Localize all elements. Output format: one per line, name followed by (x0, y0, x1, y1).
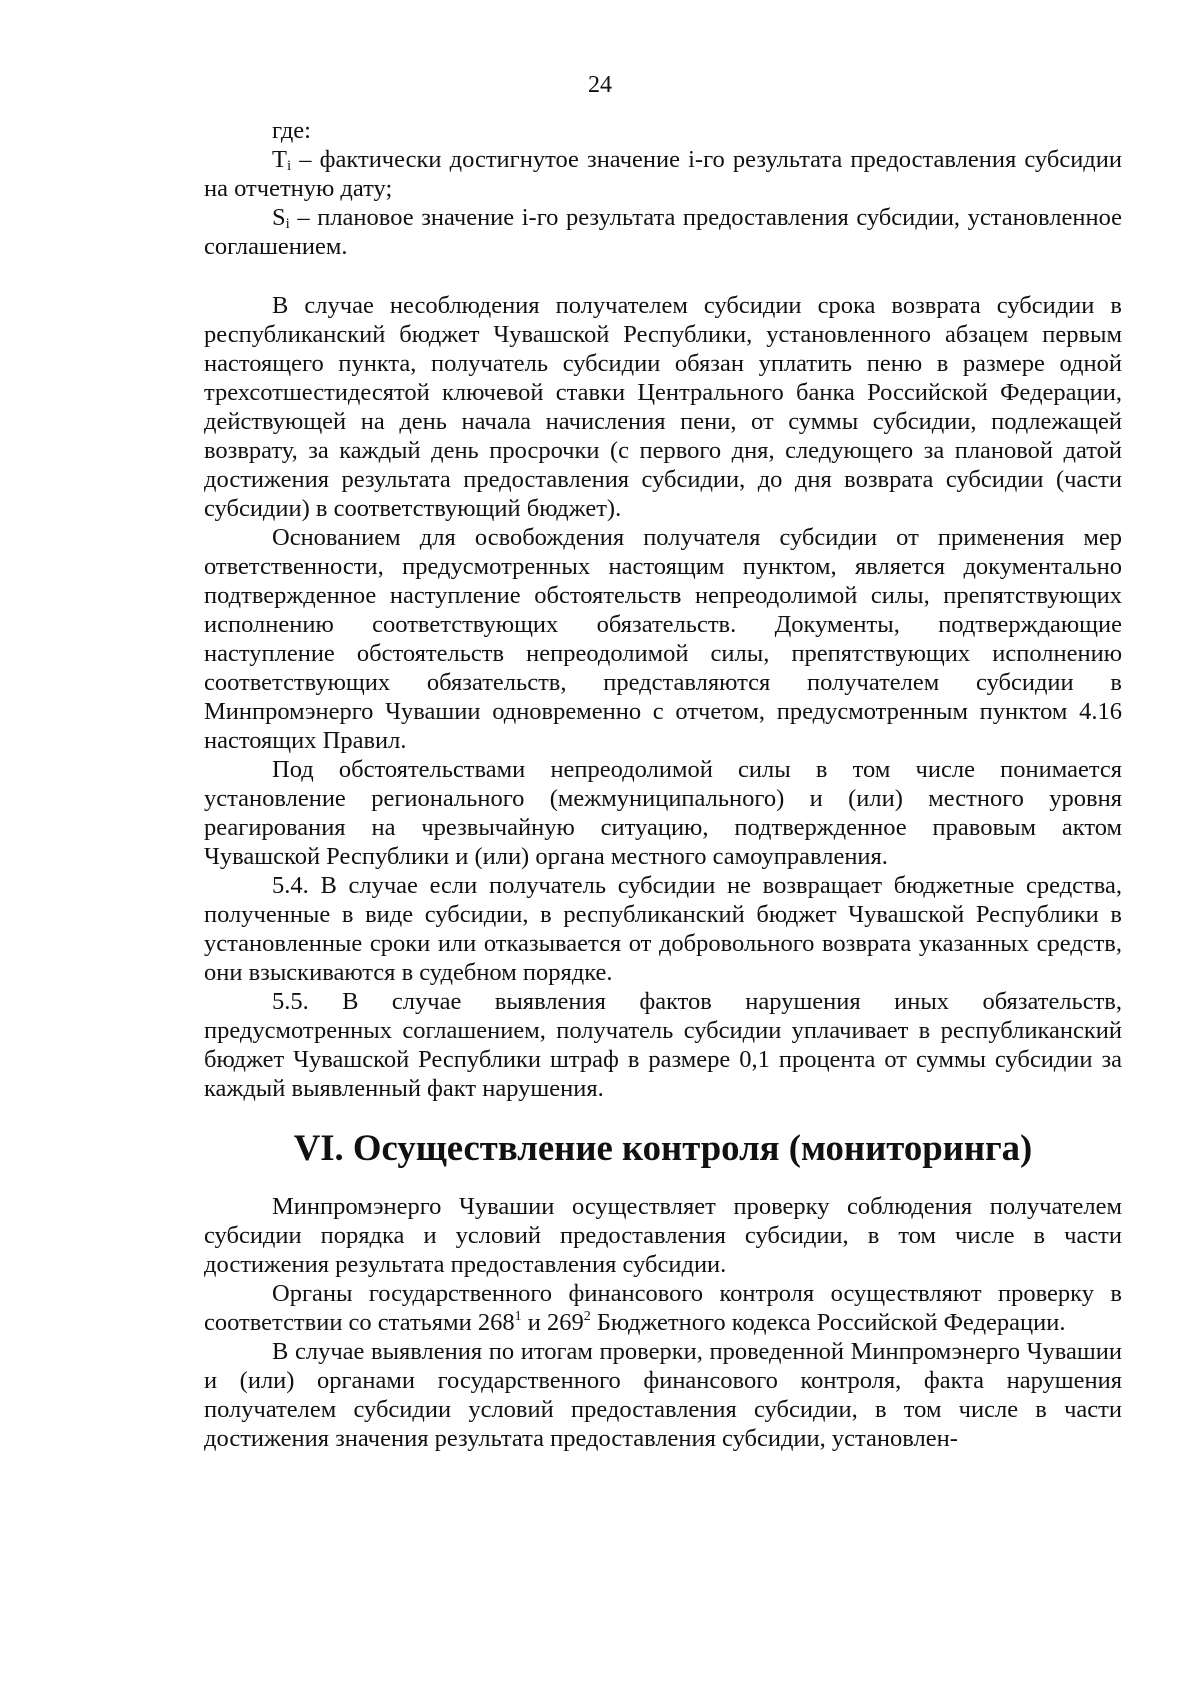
paragraph-ministry-check: Минпромэнерго Чувашии осуществляет проверку соблюдения получателем субсидии порядка и условий предоставления субсидии, в том числе в части достижения результата предоставления субсидии. (204, 1193, 1122, 1278)
paragraph-financial-control (204, 1279, 1122, 1337)
definition-s (204, 203, 1122, 261)
definition-t (204, 145, 1122, 203)
paragraph-5-4: 5.4. В случае если получатель субсидии не возвращает бюджетные средства, полученные в виде субсидии, в республиканский бюджет Чувашской Республики в установленные сроки или отказывается от добровольного возврата указанных средств, они взыскиваются в судебном порядке. (204, 872, 1122, 986)
section-title: VI. Осуществление контроля (мониторинга) (293, 1127, 1033, 1168)
paragraph-force-majeure-basis: Основанием для освобождения получателя субсидии от применения мер ответственности, предусмотренных настоящим пунктом, является документально подтвержденное наступление обстоятельств непреодолимой силы, препятствующих исполнению соответствующих обязательств. Документы, подтверждающие наступление обстоятельств непреодолимой силы, препятствующих исполнению соответствующих обязательств, представляются получателем субсидии в Минпромэнерго Чувашии одновременно с отчетом, предусмотренным пунктом 4.16 настоящих Правил. (204, 524, 1122, 754)
superscript-2: 2 (583, 1309, 591, 1324)
where-label: где: (272, 117, 311, 144)
definition-s-subscript: i (285, 216, 290, 232)
paragraph-violation-found: В случае выявления по итогам проверки, проведенной Минпромэнерго Чувашии и (или) органами государственного финансового контроля, факта нарушения получателем субсидии условий предоставления субсидии, в том числе в части достижения значения результата предоставления субсидии, установлен- (204, 1338, 1122, 1452)
definition-t-text: – фактически достигнутое значение i-го результата предоставления субсидии на отчетную дату; (204, 146, 1122, 202)
paragraph-penalty: В случае несоблюдения получателем субсидии срока возврата субсидии в республиканский бюджет Чувашской Республики, установленного абзацем первым настоящего пункта, получатель субсидии обязан уплатить пеню в размере одной трехсотшестидесятой ключевой ставки Центрального банка Российской Федерации, действующей на день начала начисления пени, от суммы субсидии, подлежащей возврату, за каждый день просрочки (с первого дня, следующего за плановой датой достижения результата предоставления субсидии, до дня возврата субсидии (части субсидии) в соответствующий бюджет). (204, 292, 1122, 522)
financial-control-text-1: Органы государственного финансового контроля осуществляют проверку в соответствии со статьями 268 (204, 1280, 1122, 1336)
definition-t-symbol: T (272, 146, 287, 173)
definition-t-subscript: i (286, 158, 292, 174)
financial-control-text-3: Бюджетного кодекса Российской Федерации. (590, 1309, 1066, 1336)
definition-s-symbol: S (272, 204, 286, 231)
page-number: 24 (588, 72, 612, 98)
financial-control-text-2: и 269 (521, 1309, 584, 1336)
definition-s-text: – плановое значение i-го результата предоставления субсидии, установленное соглашением. (204, 204, 1122, 260)
superscript-1: 1 (514, 1309, 522, 1324)
paragraph-force-majeure-definition: Под обстоятельствами непреодолимой силы в том числе понимается установление регионального (межмуниципального) и (или) местного уровня реагирования на чрезвычайную ситуацию, подтвержденное правовым актом Чувашской Республики и (или) органа местного самоуправления. (204, 756, 1122, 870)
blank-line (204, 261, 1122, 291)
document-body (204, 116, 1122, 1453)
paragraph-5-5: 5.5. В случае выявления фактов нарушения иных обязательств, предусмотренных соглашением, получатель субсидии уплачивает в республиканский бюджет Чувашской Республики штраф в размере 0,1 процента от суммы субсидии за каждый выявленный факт нарушения. (204, 988, 1122, 1102)
